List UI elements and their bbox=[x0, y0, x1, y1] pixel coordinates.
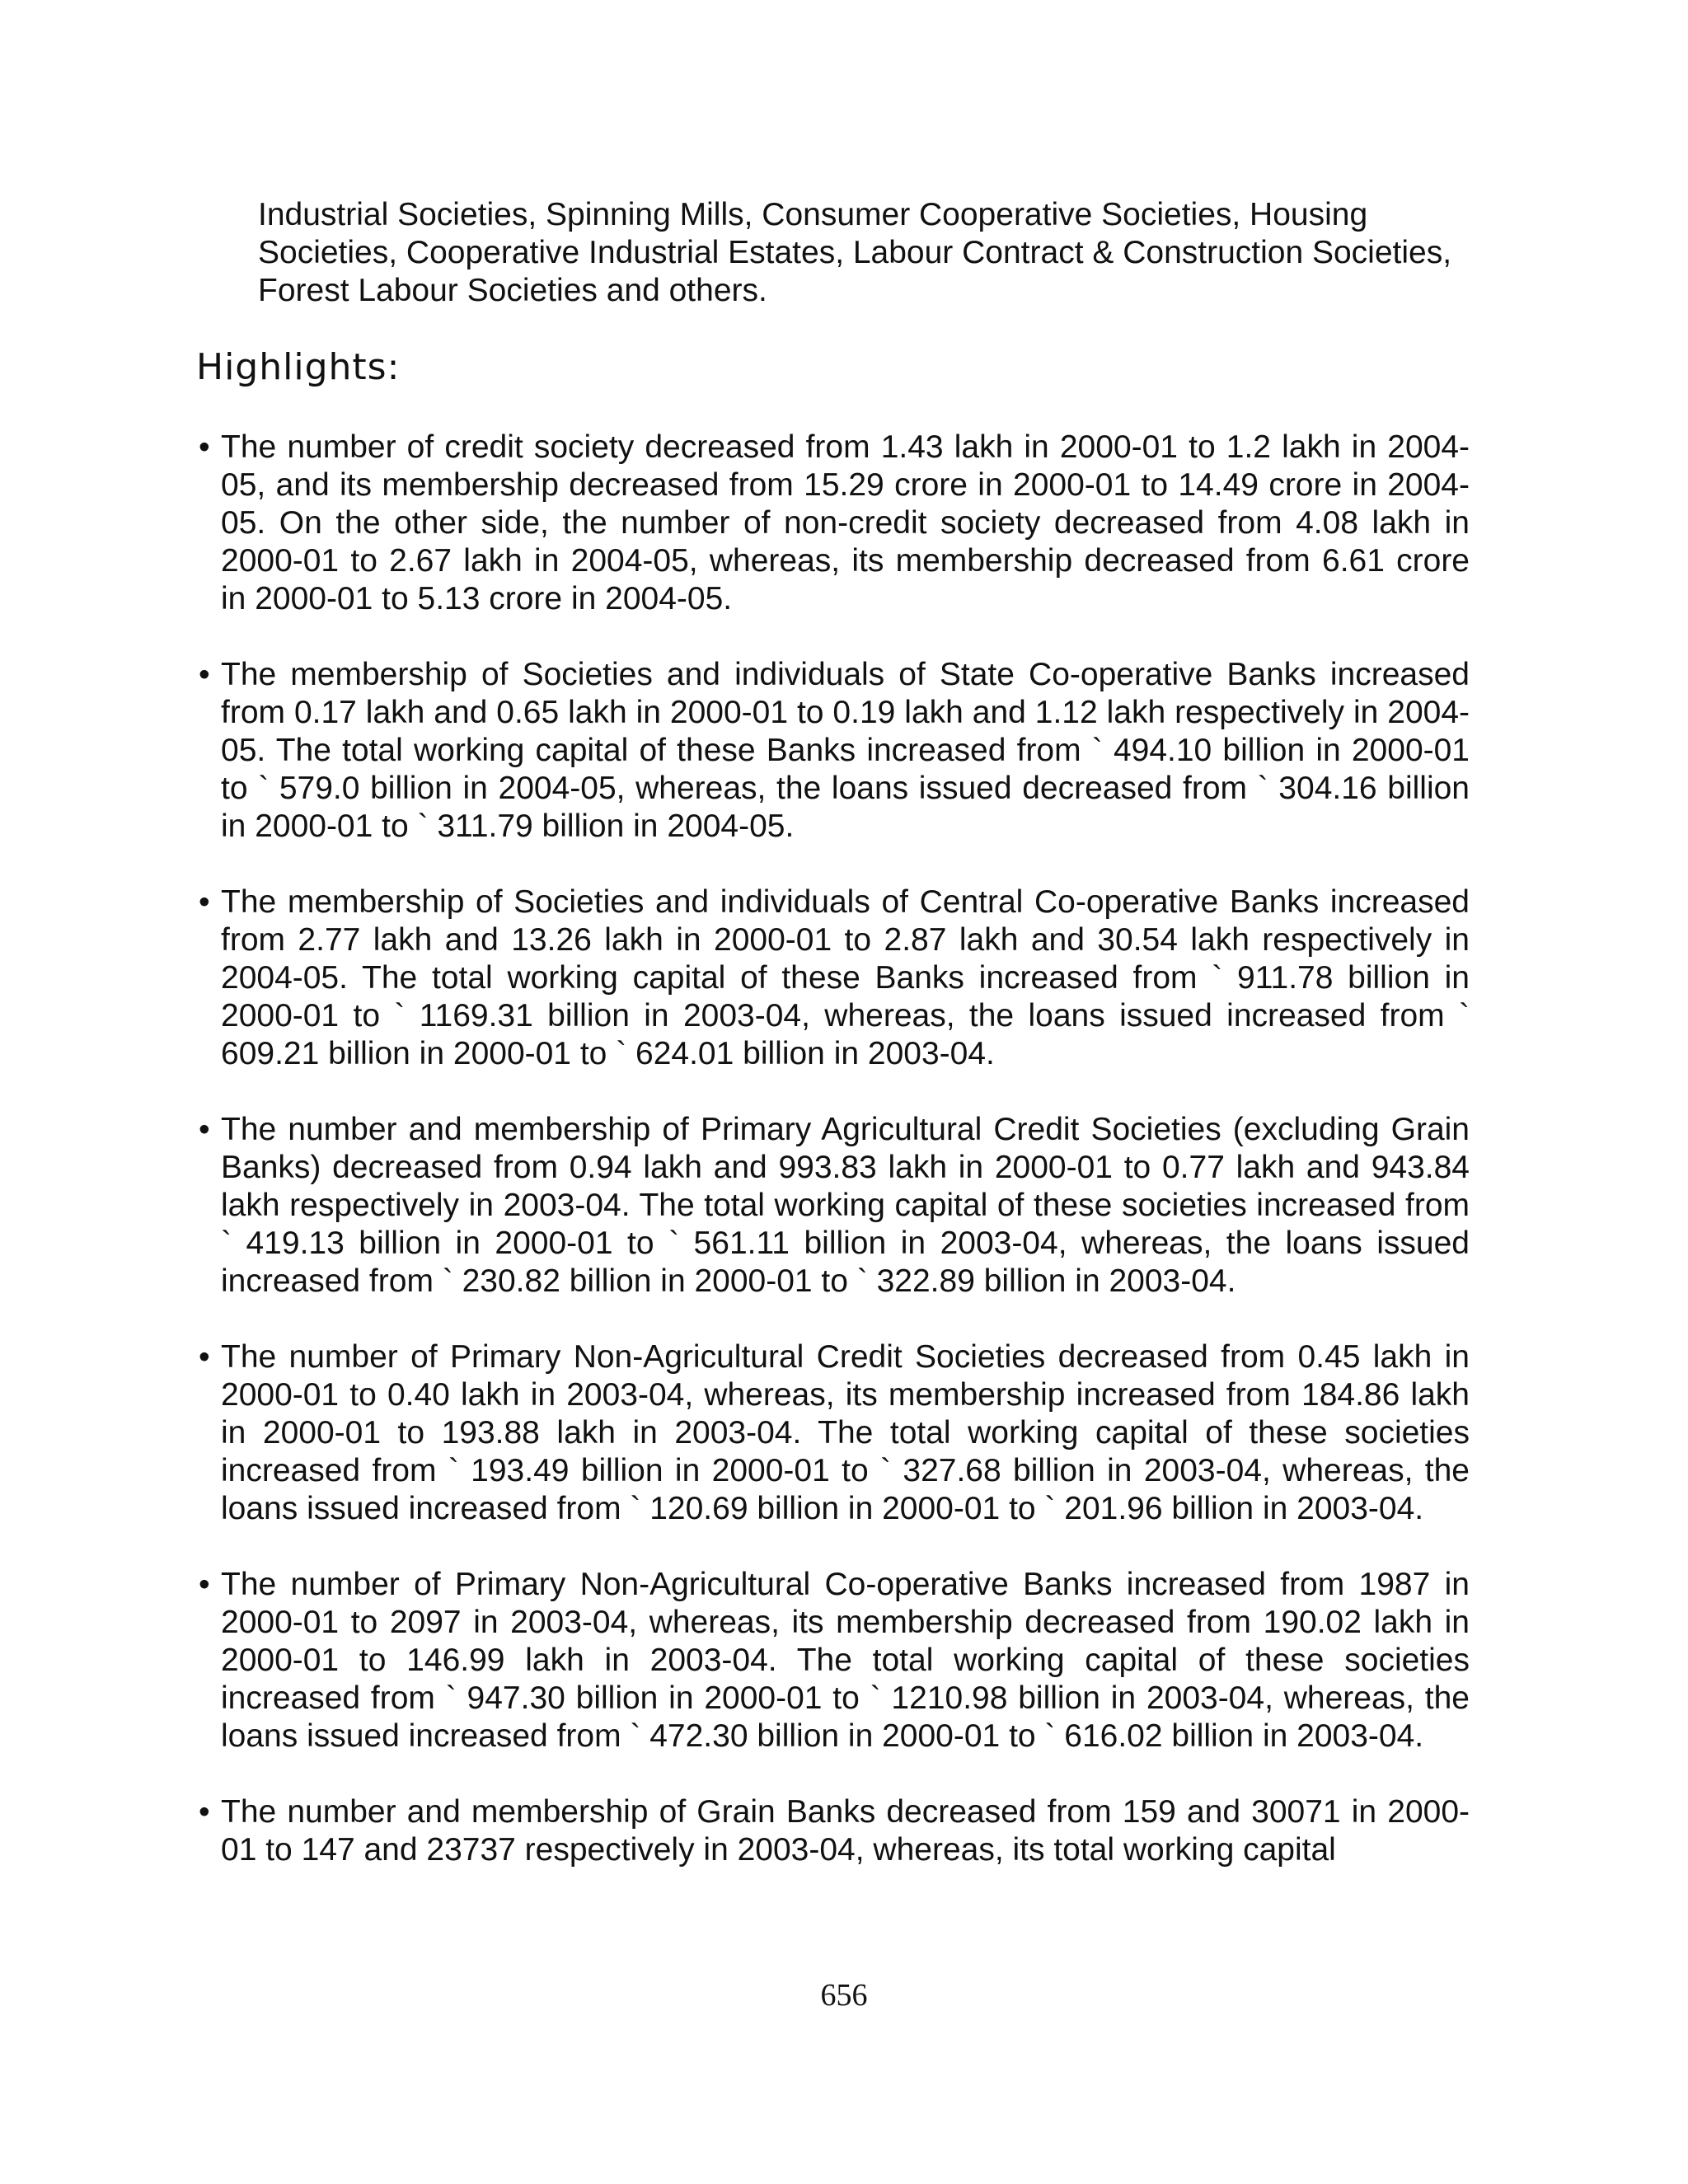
highlight-item-central-cooperative-banks bbox=[196, 883, 1470, 1073]
highlight-item-primary-agricultural-credit bbox=[196, 1111, 1470, 1301]
highlight-text: The number of Primary Non-Agricultural Credit Societies decreased from 0.45 lakh in 2000-01 to 0.40 lakh in 2003-04, whereas, its membership increased from 184.86 lakh in 2000-01 to 193.88 lakh in 2003-04. The total working capital of these societies increased from ` 193.49 billion in 2000-01 to ` 327.68 billion in 2003-04, whereas, the loans issued increased from ` 120.69 billion in 2000-01 to ` 201.96 billion in 2003-04. bbox=[221, 1339, 1470, 1526]
bullet-icon: • bbox=[199, 1339, 210, 1375]
page-number: 656 bbox=[820, 1978, 868, 2013]
highlight-text: The number and membership of Grain Banks decreased from 159 and 30071 in 2000-01 to 147 and 23737 respectively in 2003-04, whereas, its total working capital bbox=[221, 1794, 1470, 1868]
bullet-icon: • bbox=[199, 1794, 210, 1830]
bullet-icon: • bbox=[199, 429, 210, 465]
highlight-text: The membership of Societies and individuals of Central Co-operative Banks increased from 2.77 lakh and 13.26 lakh in 2000-01 to 2.87 lakh and 30.54 lakh respectively in 2004-05. The total working capital of these Banks increased from ` 911.78 billion in 2000-01 to ` 1169.31 billion in 2003-04, whereas, the loans issued increased from ` 609.21 billion in 2000-01 to ` 624.01 billion in 2003-04. bbox=[221, 884, 1470, 1071]
highlight-text: The membership of Societies and individuals of State Co-operative Banks increased from 0.17 lakh and 0.65 lakh in 2000-01 to 0.19 lakh and 1.12 lakh respectively in 2004-05. The total working capital of these Banks increased from ` 494.10 billion in 2000-01 to ` 579.0 billion in 2004-05, whereas, the loans issued decreased from ` 304.16 billion in 2000-01 to ` 311.79 billion in 2004-05. bbox=[221, 657, 1470, 844]
bullet-icon: • bbox=[199, 1112, 210, 1147]
highlight-item-primary-non-agricultural-credit bbox=[196, 1338, 1470, 1528]
highlight-text: The number of credit society decreased from 1.43 lakh in 2000-01 to 1.2 lakh in 2004-05, and its membership decreased from 15.29 crore in 2000-01 to 14.49 crore in 2004-05. On the other side, the number of non-credit society decreased from 4.08 lakh in 2000-01 to 2.67 lakh in 2004-05, whereas, its membership decreased from 6.61 crore in 2000-01 to 5.13 crore in 2004-05. bbox=[221, 429, 1470, 616]
highlight-item-credit-societies bbox=[196, 429, 1470, 618]
highlight-text: The number of Primary Non-Agricultural Co-operative Banks increased from 1987 in 2000-01 to 2097 in 2003-04, whereas, its membership decreased from 190.02 lakh in 2000-01 to 146.99 lakh in 2003-04. The total working capital of these societies increased from ` 947.30 billion in 2000-01 to ` 1210.98 billion in 2003-04, whereas, the loans issued increased from ` 472.30 billion in 2000-01 to ` 616.02 billion in 2003-04. bbox=[221, 1567, 1470, 1754]
highlights-list bbox=[196, 429, 1470, 1907]
highlight-item-state-cooperative-banks bbox=[196, 656, 1470, 846]
highlight-item-primary-non-agricultural-banks bbox=[196, 1566, 1470, 1755]
highlight-text: The number and membership of Primary Agricultural Credit Societies (excluding Grain Banks) decreased from 0.94 lakh and 993.83 lakh in 2000-01 to 0.77 lakh and 943.84 lakh respectively in 2003-04. The total working capital of these societies increased from ` 419.13 billion in 2000-01 to ` 561.11 billion in 2003-04, whereas, the loans issued increased from ` 230.82 billion in 2000-01 to ` 322.89 billion in 2003-04. bbox=[221, 1112, 1470, 1299]
intro-paragraph: Industrial Societies, Spinning Mills, Consumer Cooperative Societies, Housing Societies, Cooperative Industrial Estates, Labour Contract & Construction Societies, Forest Labour Societies and others. bbox=[258, 197, 1452, 308]
highlight-item-grain-banks bbox=[196, 1793, 1470, 1869]
bullet-icon: • bbox=[199, 1567, 210, 1602]
highlights-heading: Highlights: bbox=[196, 346, 401, 388]
bullet-icon: • bbox=[199, 884, 210, 920]
bullet-icon: • bbox=[199, 657, 210, 692]
